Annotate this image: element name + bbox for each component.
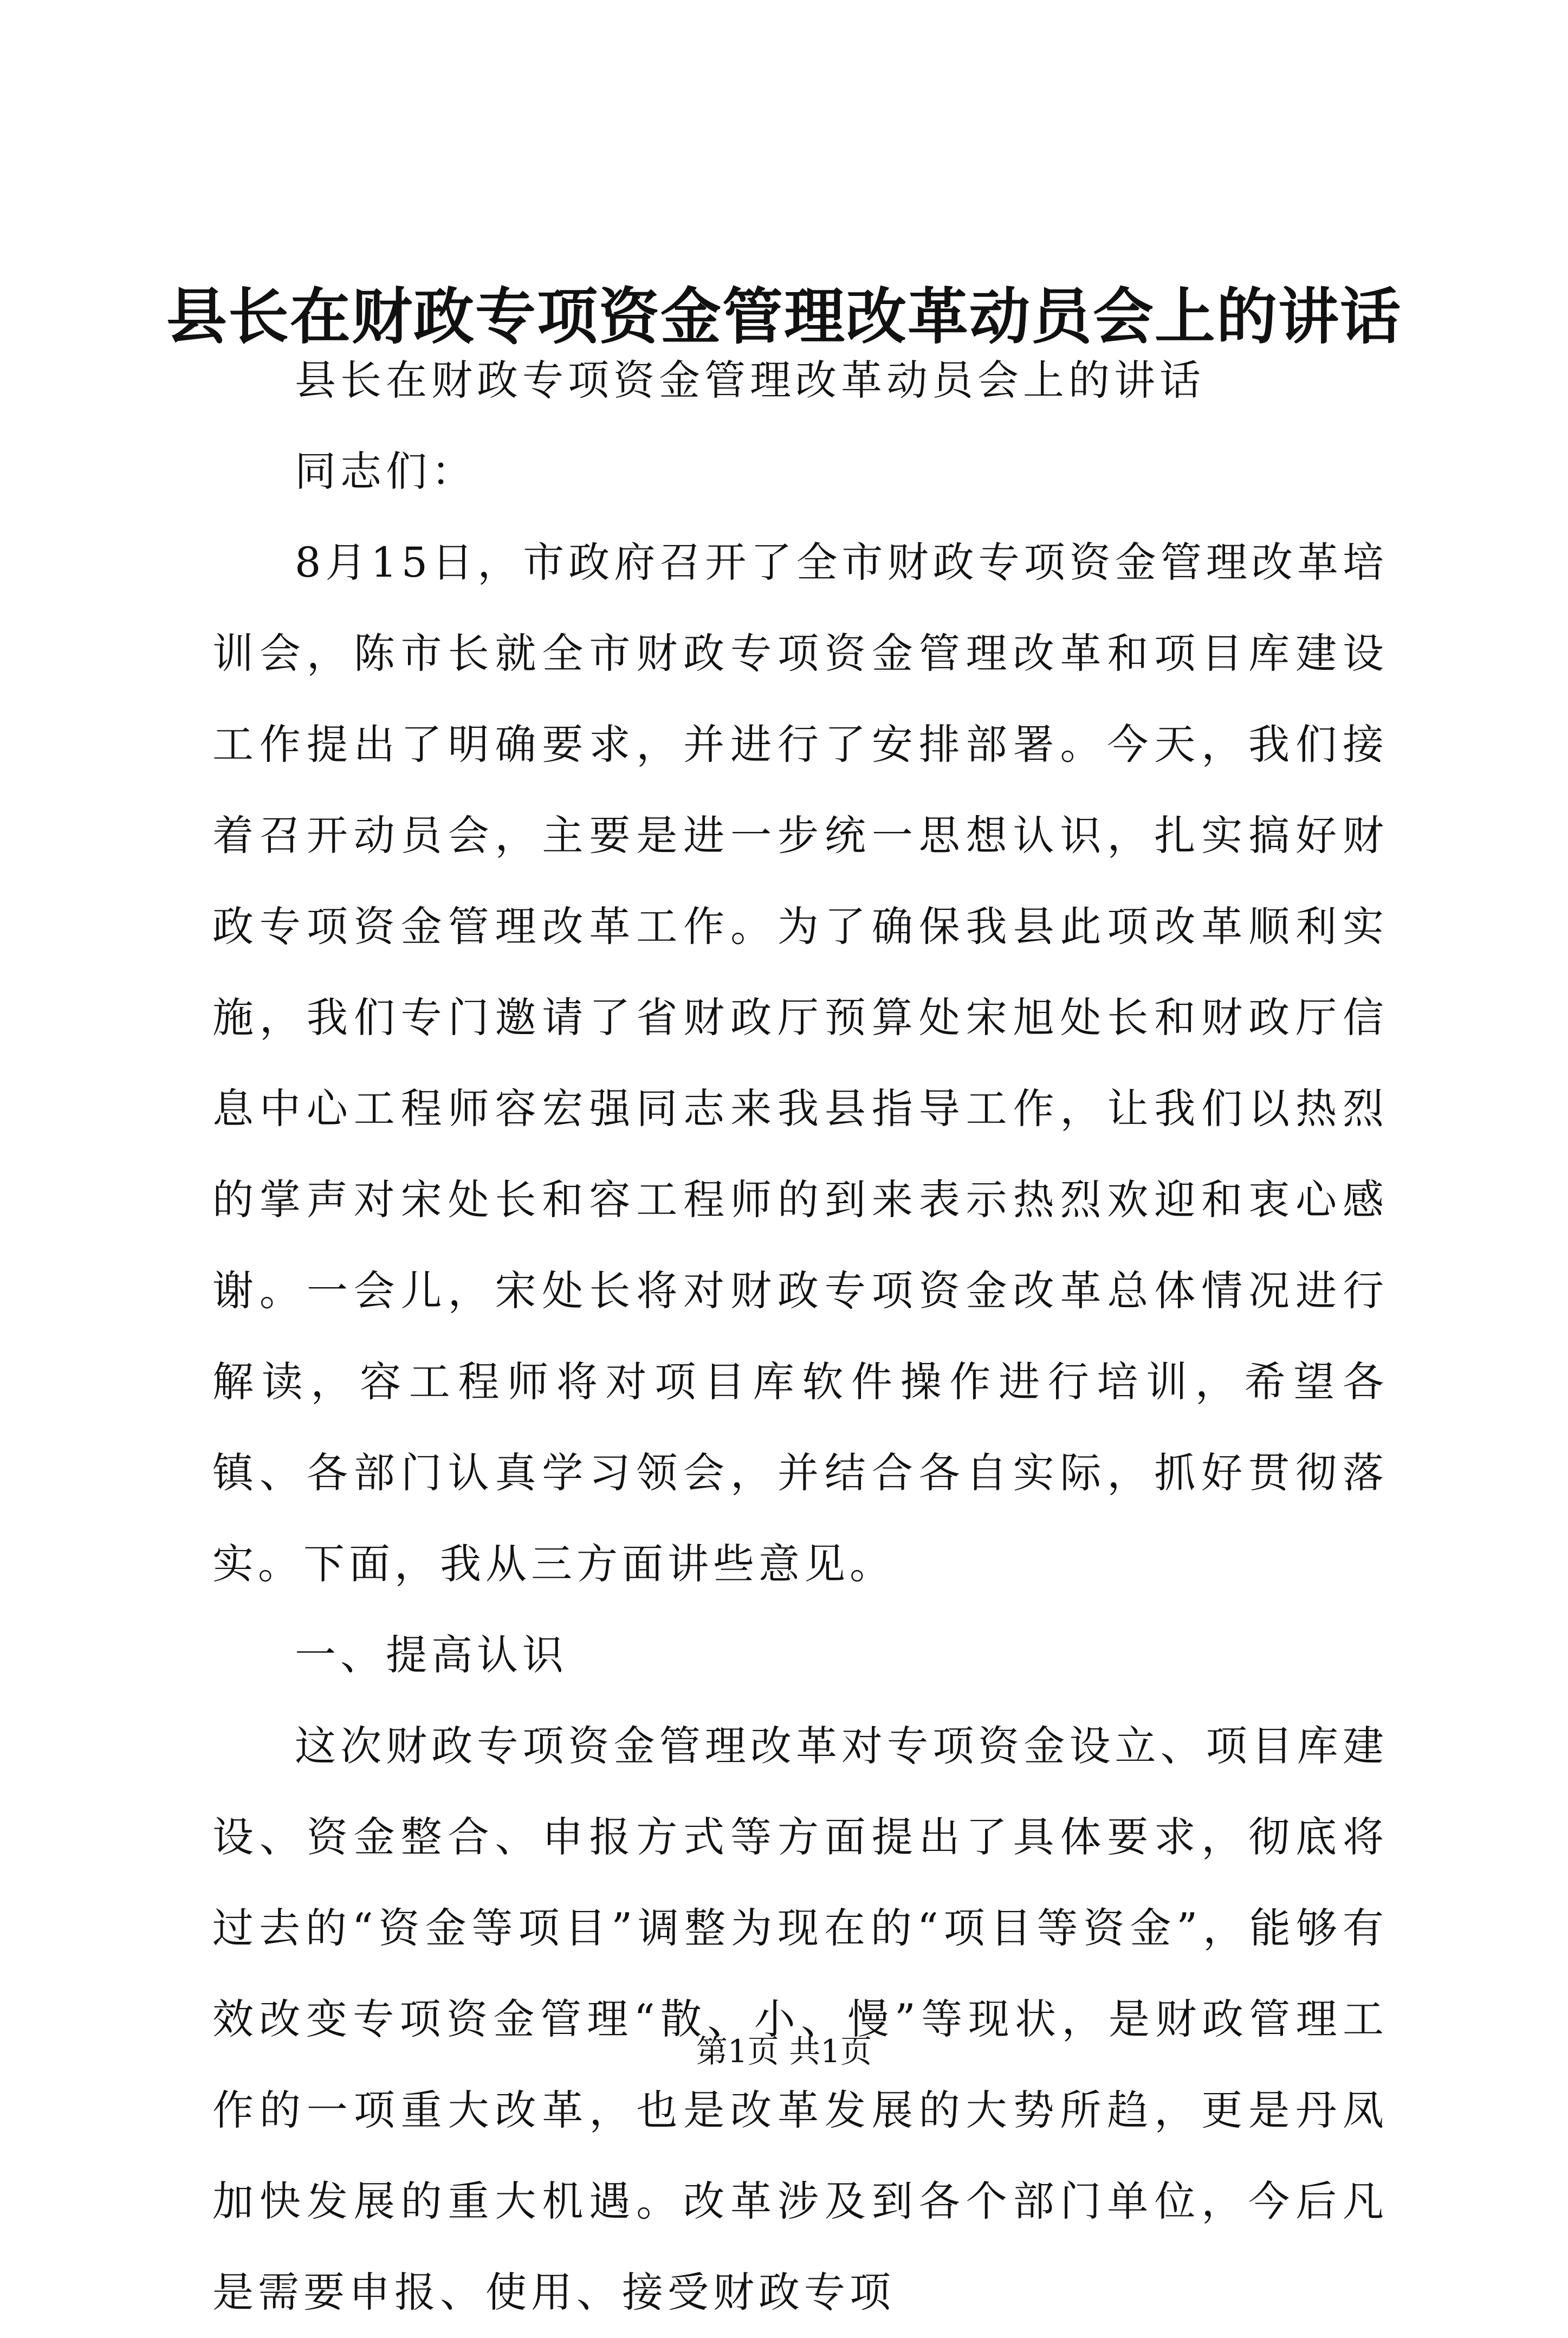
body-paragraph-2: 这次财政专项资金管理改革对专项资金设立、项目库建设、资金整合、申报方式等方面提出了具体要求，彻底将过去的“资金等项目”调整为现在的“项目等资金”，能够有效改变专项资金管理“散、小、慢”等现状，是财政管理工作的一项重大改革，也是改革发展的大势所趋，更是丹凤加快发展的重大机遇。改革涉及到各个部门单位，今后凡是需要申报、使用、接受财政专项 <box>212 1722 1388 2316</box>
salutation-paragraph: 同志们： <box>295 447 477 495</box>
section-heading-1: 一、提高认识 <box>295 1631 568 1679</box>
subtitle-paragraph: 县长在财政专项资金管理改革动员会上的讲话 <box>295 356 1205 404</box>
body-paragraph-1: 8月15日，市政府召开了全市财政专项资金管理改革培训会，陈市长就全市财政专项资金管理改革和项目库建设工作提出了明确要求，并进行了安排部署。今天，我们接着召开动员会，主要是进一步统一思想认识，扎实搞好财政专项资金管理改革工作。为了确保我县此项改革顺利实施，我们专门邀请了省财政厅预算处宋旭处长和财政厅信息中心工程师容宏强同志来我县指导工作，让我们以热烈的掌声对宋处长和容工程师的到来表示热烈欢迎和衷心感谢。一会儿，宋处长将对财政专项资金改革总体情况进行解读，容工程师将对项目库软件操作进行培训，希望各镇、各部门认真学习领会，并结合各自实际，抓好贯彻落实。下面，我从三方面讲些意见。 <box>212 538 1388 1588</box>
document-title: 县长在财政专项资金管理改革动员会上的讲话 <box>166 281 1402 352</box>
page-footer: 第1页 共1页 <box>696 2033 872 2070</box>
